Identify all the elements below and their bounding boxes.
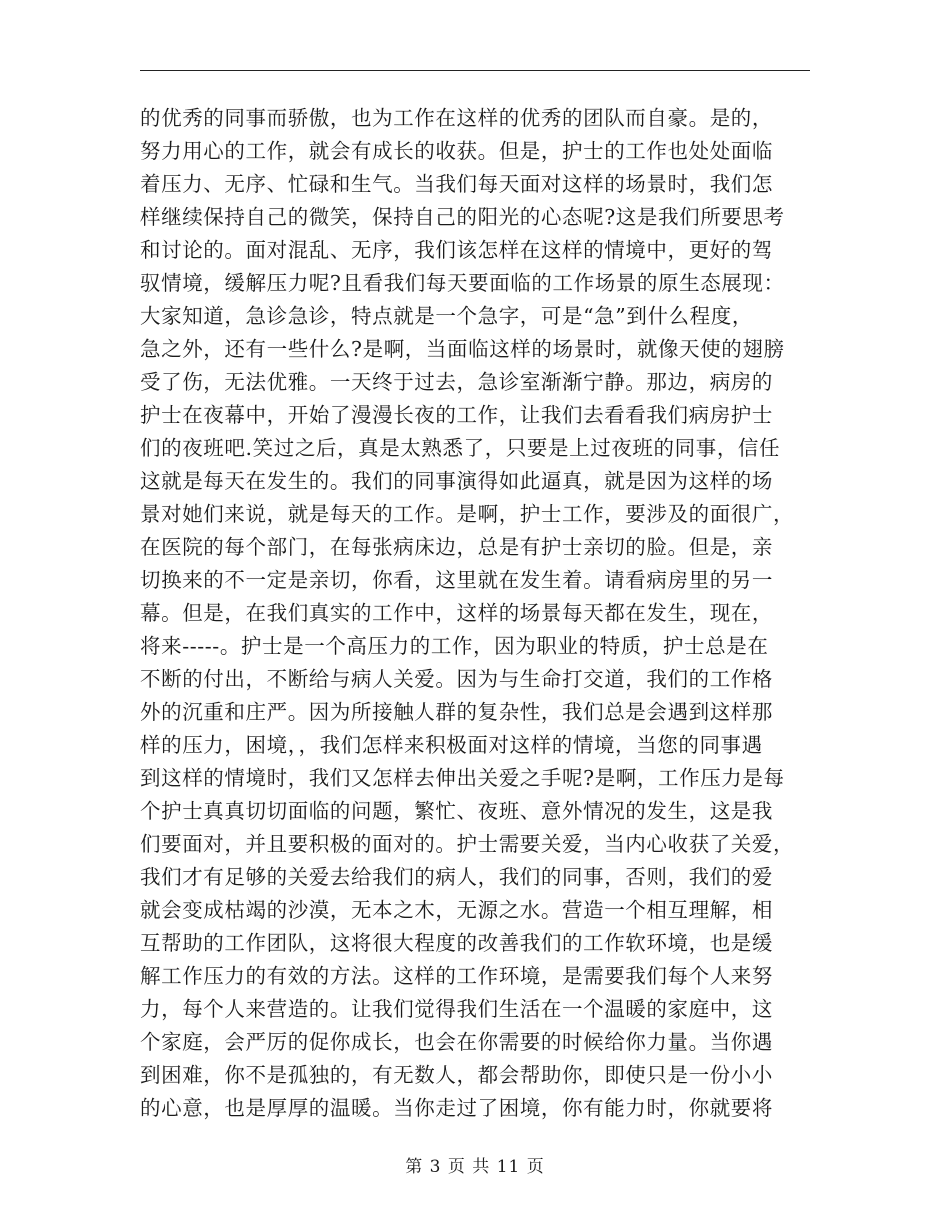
header-rule [140,70,810,71]
text-line: 在医院的每个部门，在每张病床边，总是有护士亲切的脸。但是，亲 [140,535,773,559]
text-line: 着压力、无序、忙碌和生气。当我们每天面对这样的场景时，我们怎 [140,172,773,196]
text-line: 到这样的情境时，我们又怎样去伸出关爱之手呢?是啊，工作压力是每 [140,766,785,790]
text-line: 不断的付出，不断给与病人关爱。因为与生命打交道，我们的工作格 [140,667,773,691]
body-text [140,102,820,1125]
text-line: 个家庭，会严厉的促你成长，也会在你需要的时候给你力量。当你遇 [140,1030,773,1054]
text-line: 的心意，也是厚厚的温暖。当你走过了困境，你有能力时，你就要将 [140,1096,773,1120]
text-line: 幕。但是，在我们真实的工作中，这样的场景每天都在发生，现在， [140,601,773,625]
text-line: 切换来的不一定是亲切，你看，这里就在发生着。请看病房里的另一 [140,568,773,592]
text-line: 努力用心的工作，就会有成长的收获。但是，护士的工作也处处面临 [140,139,773,163]
text-line: 和讨论的。面对混乱、无序，我们该怎样在这样的情境中，更好的驾 [140,238,773,262]
text-line: 样的压力，困境，，我们怎样来积极面对这样的情境，当您的同事遇 [140,733,763,757]
text-line: 外的沉重和庄严。因为所接触人群的复杂性，我们总是会遇到这样那 [140,700,773,724]
text-line: 急之外，还有一些什么?是啊，当面临这样的场景时，就像天使的翅膀 [140,337,785,361]
text-line: 解工作压力的有效的方法。这样的工作环境，是需要我们每个人来努 [140,964,773,988]
page-number-footer: 第 3 页 共 11 页 [405,1157,545,1177]
text-line: 我们才有足够的关爱去给我们的病人，我们的同事，否则，我们的爱 [140,865,773,889]
text-line: 将来-----。护士是一个高压力的工作，因为职业的特质，护士总是在 [140,634,769,658]
text-line: 力，每个人来营造的。让我们觉得我们生活在一个温暖的家庭中，这 [140,997,773,1021]
text-line: 到困难，你不是孤独的，有无数人，都会帮助你，即使只是一份小小 [140,1063,773,1087]
text-line: 驭情境，缓解压力呢?且看我们每天要面临的工作场景的原生态展现： [140,271,785,295]
text-line: 就会变成枯竭的沙漠，无本之木，无源之水。营造一个相互理解，相 [140,898,773,922]
text-line: 个护士真真切切面临的问题，繁忙、夜班、意外情况的发生，这是我 [140,799,773,823]
text-line: 护士在夜幕中，开始了漫漫长夜的工作，让我们去看看我们病房护士 [140,403,773,427]
text-line: 们要面对，并且要积极的面对的。护士需要关爱，当内心收获了关爱， [140,832,795,856]
text-line: 互帮助的工作团队，这将很大程度的改善我们的工作软环境，也是缓 [140,931,773,955]
text-line: 大家知道，急诊急诊，特点就是一个急字，可是“急”到什么程度， [140,304,753,328]
text-line: 景对她们来说，就是每天的工作。是啊，护士工作，要涉及的面很广， [140,502,795,526]
text-line: 这就是每天在发生的。我们的同事演得如此逼真，就是因为这样的场 [140,469,773,493]
text-line: 们的夜班吧.笑过之后，真是太熟悉了，只要是上过夜班的同事，信任 [140,436,781,460]
text-line: 的优秀的同事而骄傲，也为工作在这样的优秀的团队而自豪。是的， [140,106,773,130]
text-line: 受了伤，无法优雅。一天终于过去，急诊室渐渐宁静。那边，病房的 [140,370,773,394]
text-line: 样继续保持自己的微笑，保持自己的阳光的心态呢?这是我们所要思考 [140,205,785,229]
